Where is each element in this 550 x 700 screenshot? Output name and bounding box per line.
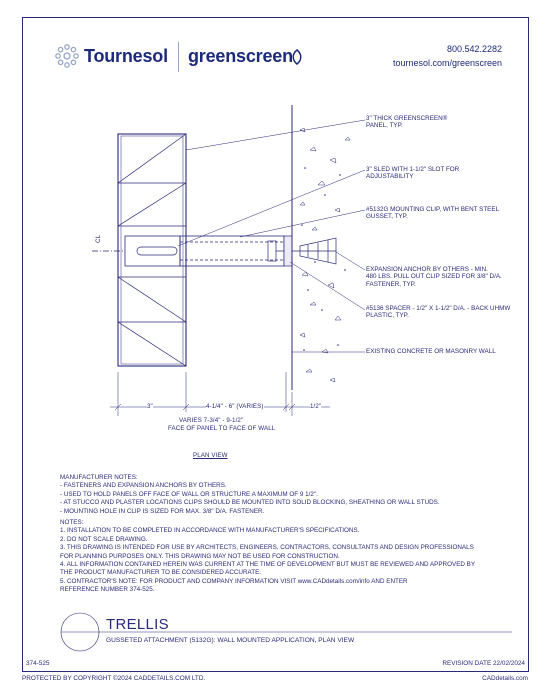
list-item: THE PRODUCT MANUFACTURER TO BE CONSIDERED ACCURATE. bbox=[60, 569, 262, 577]
dimension-3in: 3" bbox=[147, 403, 153, 410]
list-item: REFERENCE NUMBER 374-525. bbox=[60, 586, 155, 594]
view-label: PLAN VIEW bbox=[193, 452, 228, 459]
dimension-varies-total: VARIES 7-3/4" - 9-1/2" bbox=[179, 417, 244, 424]
brand-greenscreen: greenscreen bbox=[188, 46, 293, 66]
page-subtitle: GUSSETED ATTACHMENT (5132G): WALL MOUNTED APPLICATION, PLAN VIEW bbox=[106, 637, 355, 644]
callout-sled: 3" SLED WITH 1-1/2" SLOT FOR ADJUSTABILITY bbox=[366, 166, 460, 181]
centerline-label: CL bbox=[95, 234, 102, 243]
copyright-notice: PROTECTED BY COPYRIGHT ©2024 CADDETAILS.COM LTD. bbox=[22, 675, 206, 682]
callout-wall: EXISTING CONCRETE OR MASONRY WALL bbox=[366, 348, 496, 355]
dimension-varies-clip: 4-1/4" - 6" (VARIES) bbox=[206, 403, 264, 410]
list-item: - MOUNTING HOLE IN CLIP IS SIZED FOR MAX. 3/8" D/A. FASTENER. bbox=[60, 507, 265, 515]
callout-panel: 3" THICK GREENSCREEN® PANEL, TYP. bbox=[366, 115, 448, 130]
list-item: - FASTENERS AND EXPANSION ANCHORS BY OTHERS. bbox=[60, 482, 227, 490]
phone-number: 800.542.2282 bbox=[446, 44, 502, 54]
reference-number: 374-525 bbox=[26, 660, 50, 667]
list-item: FOR PLANNING PURPOSES ONLY. THIS DRAWING MAY NOT BE USED FOR CONSTRUCTION. bbox=[60, 552, 340, 560]
list-item: 1. INSTALLATION TO BE COMPLETED IN ACCORDANCE WITH MANUFACTURER'S SPECIFICATIONS. bbox=[60, 527, 360, 535]
caddetails-link[interactable]: CADdetails.com bbox=[482, 675, 528, 682]
revision-date: REVISION DATE 22/02/2024 bbox=[442, 660, 525, 667]
list-item: - USED TO HOLD PANELS OFF FACE OF WALL OR STRUCTURE A MAXIMUM OF 9 1/2". bbox=[60, 490, 318, 498]
callout-anchor: EXPANSION ANCHOR BY OTHERS - MIN. 480 LBS. PULL OUT CLIP SIZED FOR 3/8" D/A. FASTENER, TYP. bbox=[366, 266, 502, 288]
dimension-half-inch: 1/2" bbox=[310, 403, 322, 410]
callout-spacer: #5136 SPACER - 1/2" X 1-1/2" D/A. - BACK UHMW PLASTIC, TYP. bbox=[366, 305, 511, 320]
page-title: TRELLIS bbox=[106, 616, 169, 633]
callout-clip: #5132G MOUNTING CLIP, WITH BENT STEEL GUSSET, TYP. bbox=[366, 206, 500, 221]
list-item: 5. CONTRACTOR'S NOTE: FOR PRODUCT AND COMPANY INFORMATION VISIT www.CADdetails.com/info AND ENTER bbox=[60, 577, 408, 585]
brand-tournesol: Tournesol bbox=[84, 46, 168, 66]
dimension-face-to-face: FACE OF PANEL TO FACE OF WALL bbox=[168, 425, 276, 432]
list-item: 2. DO NOT SCALE DRAWING. bbox=[60, 535, 148, 543]
notes-heading: NOTES: bbox=[60, 519, 84, 526]
list-item: 3. THIS DRAWING IS INTENDED FOR USE BY ARCHITECTS, ENGINEERS, CONTRACTORS, CONSULTANTS AND DESIGN PROFESSIONALS bbox=[60, 544, 474, 552]
list-item: - AT STUCCO AND PLASTER LOCATIONS CLIPS SHOULD BE MOUNTED INTO SOLID BLOCKING, SHEATHING OR WALL STUDS. bbox=[60, 499, 440, 507]
website-link: tournesol.com/greenscreen bbox=[392, 58, 502, 68]
manufacturer-notes-heading: MANUFACTURER NOTES: bbox=[60, 474, 138, 481]
list-item: 4. ALL INFORMATION CONTAINED HEREIN WAS CURRENT AT THE TIME OF DEVELOPMENT BUT MUST BE REVIEWED AND APPROVED BY bbox=[60, 561, 476, 569]
